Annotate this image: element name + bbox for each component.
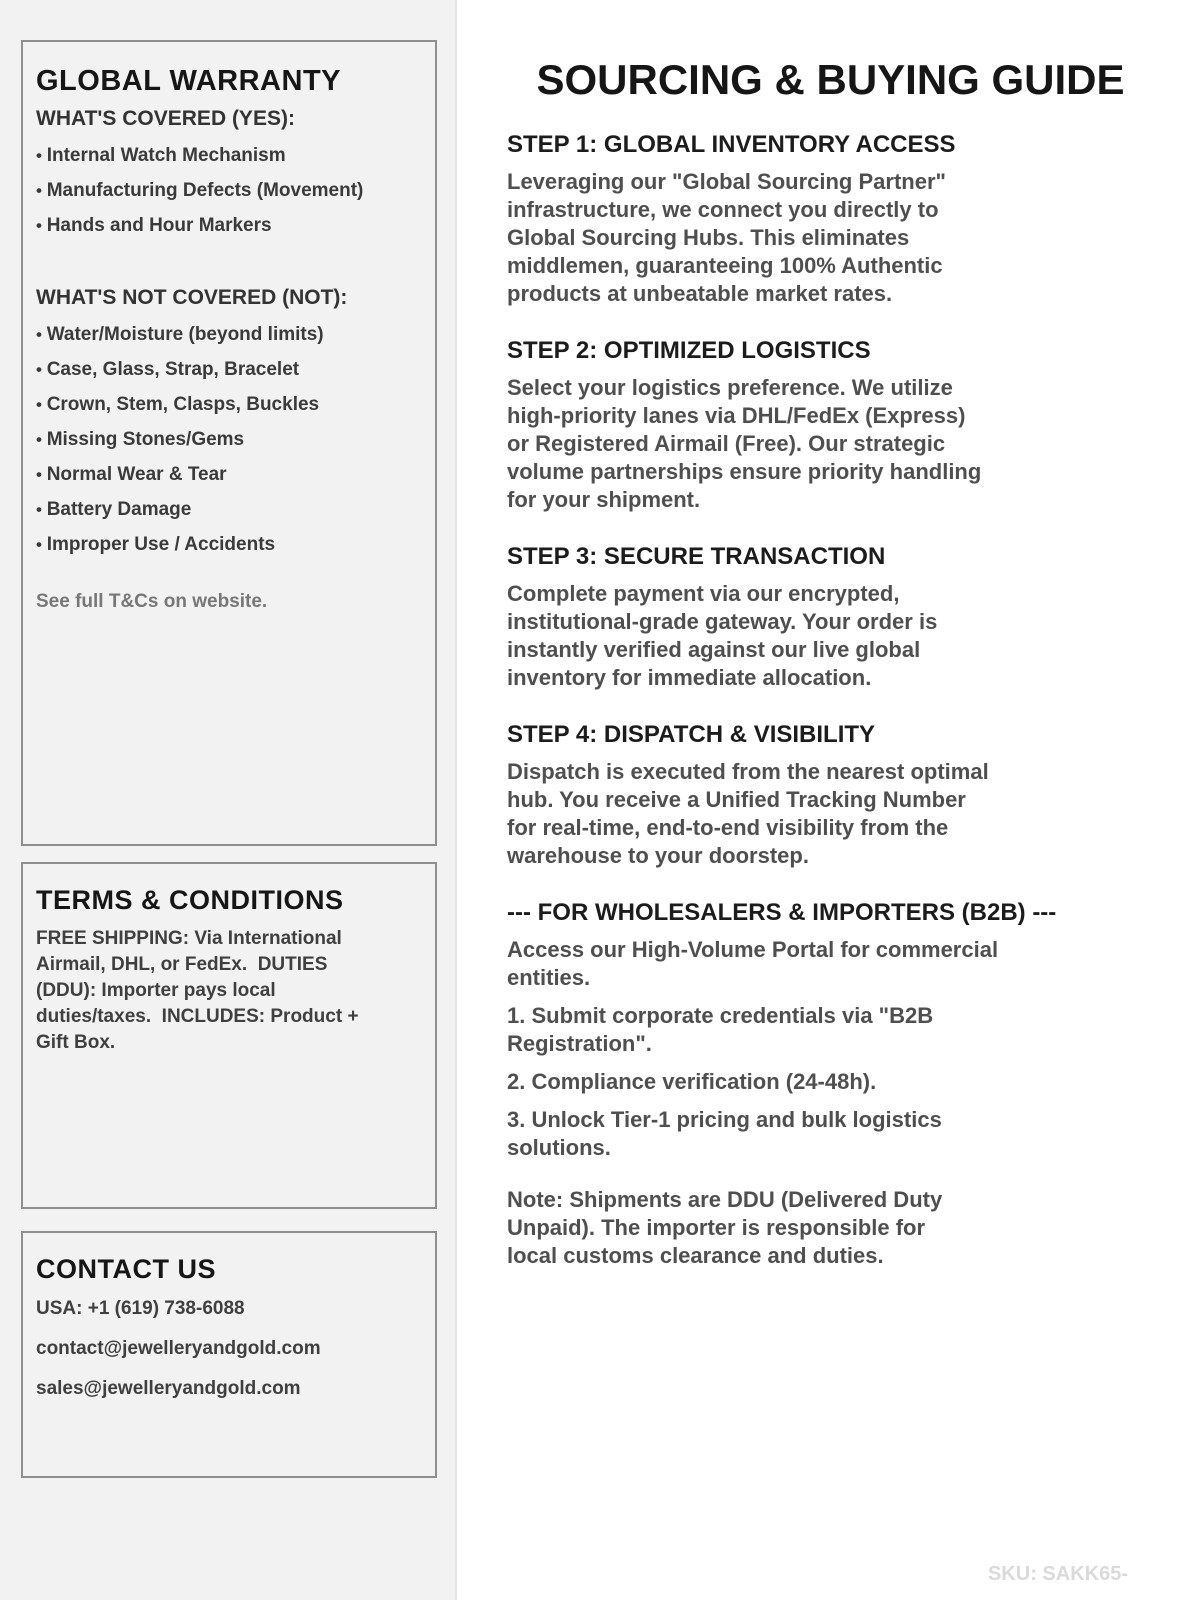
terms-body xyxy=(36,926,421,1056)
body-line: products at unbeatable market rates. xyxy=(507,281,893,306)
not-covered-item: • Improper Use / Accidents xyxy=(36,527,421,562)
body-line: middlemen, guaranteeing 100% Authentic xyxy=(507,253,943,278)
warranty-panel xyxy=(21,40,437,846)
section-heading: STEP 1: GLOBAL INVENTORY ACCESS xyxy=(507,131,956,158)
terms-body-line: Airmail, DHL, or FedEx. DUTIES xyxy=(36,954,328,975)
contact-email-sales: sales@jewelleryandgold.com xyxy=(36,1378,301,1399)
contact-email-primary: contact@jewelleryandgold.com xyxy=(36,1338,321,1359)
body-line: warehouse to your doorstep. xyxy=(507,843,809,868)
body-paragraph xyxy=(507,1106,1154,1162)
contact-phone: USA: +1 (619) 738-6088 xyxy=(36,1298,245,1319)
body-line: for your shipment. xyxy=(507,487,701,512)
body-paragraph xyxy=(507,1068,1154,1096)
section-body xyxy=(507,936,1154,1270)
terms-title: TERMS & CONDITIONS xyxy=(36,885,344,915)
body-line: instantly verified against our live global xyxy=(507,637,921,662)
covered-heading: WHAT'S COVERED (YES): xyxy=(36,107,295,130)
info-sidebar xyxy=(0,0,457,1600)
body-line: volume partnerships ensure priority handling xyxy=(507,459,982,484)
body-line: Global Sourcing Hubs. This eliminates xyxy=(507,225,910,250)
body-line: local customs clearance and duties. xyxy=(507,1243,884,1268)
body-line: or Registered Airmail (Free). Our strategic xyxy=(507,431,946,456)
body-line: Registration". xyxy=(507,1031,652,1056)
body-line: high-priority lanes via DHL/FedEx (Express) xyxy=(507,403,966,428)
not-covered-item: • Missing Stones/Gems xyxy=(36,422,421,457)
body-line: Access our High-Volume Portal for commercial xyxy=(507,937,999,962)
not-covered-item: • Case, Glass, Strap, Bracelet xyxy=(36,352,421,387)
body-line: inventory for immediate allocation. xyxy=(507,665,872,690)
covered-item: • Manufacturing Defects (Movement) xyxy=(36,173,421,208)
body-line: 1. Submit corporate credentials via "B2B xyxy=(507,1003,934,1028)
terms-panel xyxy=(21,862,437,1209)
not-covered-item: • Battery Damage xyxy=(36,492,421,527)
terms-body-line: Gift Box. xyxy=(36,1032,116,1053)
not-covered-item: • Normal Wear & Tear xyxy=(36,457,421,492)
warranty-footnote: See full T&Cs on website. xyxy=(36,591,268,612)
sku-label: SKU: SAKK65- xyxy=(987,1563,1128,1585)
body-line: Unpaid). The importer is responsible for xyxy=(507,1215,926,1240)
section-body xyxy=(507,580,1154,692)
not-covered-item: • Water/Moisture (beyond limits) xyxy=(36,317,421,352)
body-line: institutional-grade gateway. Your order is xyxy=(507,609,938,634)
terms-body-line: duties/taxes. INCLUDES: Product + xyxy=(36,1006,359,1027)
body-paragraph xyxy=(507,168,1154,308)
terms-body-line: (DDU): Importer pays local xyxy=(36,980,276,1001)
body-line: solutions. xyxy=(507,1135,611,1160)
body-line: Complete payment via our encrypted, xyxy=(507,581,900,606)
body-line: Select your logistics preference. We utilize xyxy=(507,375,953,400)
body-line: hub. You receive a Unified Tracking Number xyxy=(507,787,966,812)
warranty-title: GLOBAL WARRANTY xyxy=(36,65,342,97)
section-heading: --- FOR WHOLESALERS & IMPORTERS (B2B) --- xyxy=(507,899,1057,926)
covered-item: • Internal Watch Mechanism xyxy=(36,138,421,173)
not-covered-item: • Crown, Stem, Clasps, Buckles xyxy=(36,387,421,422)
body-line: Dispatch is executed from the nearest optimal xyxy=(507,759,989,784)
not-covered-list xyxy=(36,317,421,562)
contact-panel xyxy=(21,1231,437,1478)
body-paragraph xyxy=(507,1186,1154,1270)
body-paragraph xyxy=(507,374,1154,514)
body-line: Note: Shipments are DDU (Delivered Duty xyxy=(507,1187,943,1212)
contact-title: CONTACT US xyxy=(36,1254,216,1284)
terms-body-line: FREE SHIPPING: Via International xyxy=(36,928,342,949)
body-line: 3. Unlock Tier-1 pricing and bulk logistics xyxy=(507,1107,942,1132)
body-paragraph xyxy=(507,1002,1154,1058)
body-line: Leveraging our "Global Sourcing Partner" xyxy=(507,169,946,194)
guide-main xyxy=(457,0,1200,1600)
section-body xyxy=(507,374,1154,514)
body-paragraph xyxy=(507,936,1154,992)
body-line: for real-time, end-to-end visibility from the xyxy=(507,815,949,840)
section-heading: STEP 3: SECURE TRANSACTION xyxy=(507,543,886,570)
section-heading: STEP 4: DISPATCH & VISIBILITY xyxy=(507,721,876,748)
body-line: infrastructure, we connect you directly to xyxy=(507,197,939,222)
page-title: SOURCING & BUYING GUIDE xyxy=(536,56,1125,103)
section-heading: STEP 2: OPTIMIZED LOGISTICS xyxy=(507,337,871,364)
guide-sections xyxy=(507,132,1154,1270)
covered-list xyxy=(36,138,421,243)
section-body xyxy=(507,168,1154,308)
body-paragraph xyxy=(507,580,1154,692)
body-paragraph xyxy=(507,758,1154,870)
body-line: 2. Compliance verification (24-48h). xyxy=(507,1069,877,1094)
not-covered-heading: WHAT'S NOT COVERED (NOT): xyxy=(36,286,348,309)
section-body xyxy=(507,758,1154,870)
body-line: entities. xyxy=(507,965,591,990)
covered-item: • Hands and Hour Markers xyxy=(36,208,421,243)
